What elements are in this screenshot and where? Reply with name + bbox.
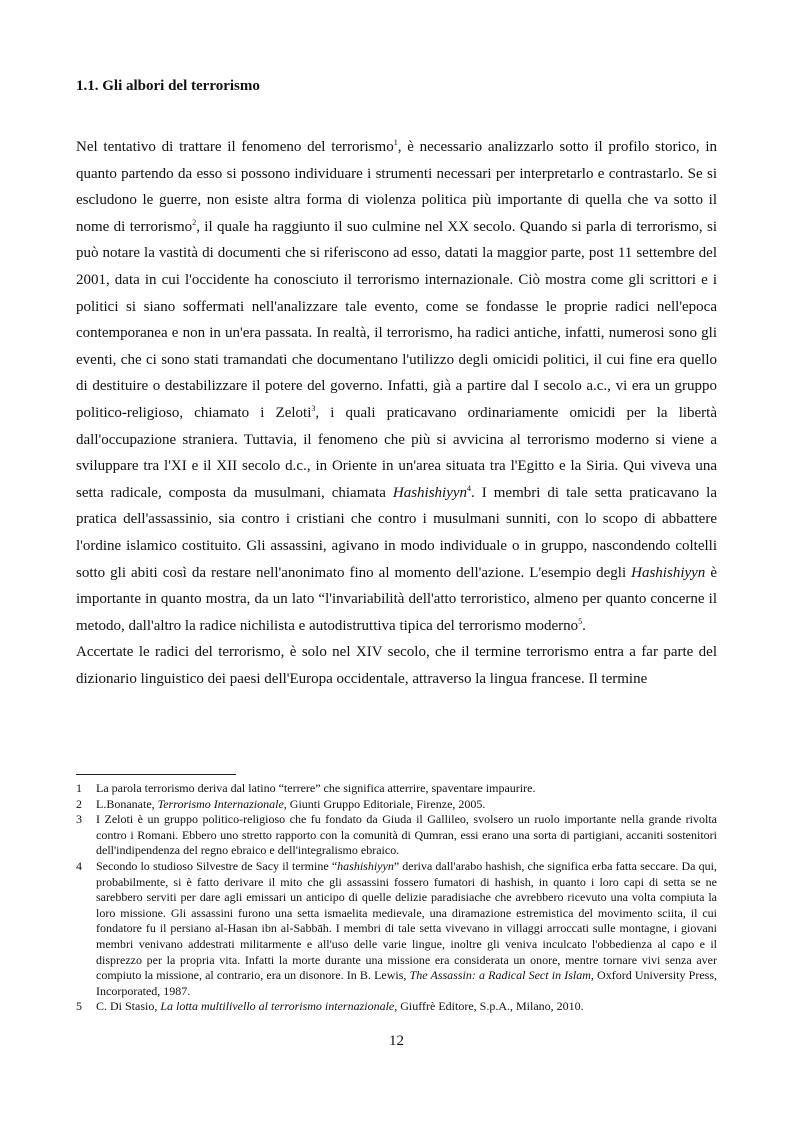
paragraph-1-text: , è necessario analizzarlo sotto il profilo storico, in quanto partendo da esso si possono individuare i strumenti necessari per interpretarlo e contrastarlo. Se si escludono le guerre, non esiste altra forma di violenza politica più importante di quella che va sotto il nome di terrorismo [76,139,717,235]
paragraph-1-text: . I membri di tale setta praticavano la pratica dell'assassinio, sia contro i cristiani che contro i musulmani sunniti, con lo scopo di abbattere l'ordine islamico costituito. Gli assassini, agivano in modo individuale o in gruppo, nascondendo coltelli sotto gli abiti così da restare nell'anonimato fino al momento dell'azione. L'esempio degli [76,484,717,581]
footnote-text-part: ” deriva dall'arabo hashish, che significa erba fatta seccare. Da qui, probabilmente, si è fatto derivare il mito che gli assassini fossero fumatori di hashish, in quanto i loro capi di setta se ne sarebbero serviti per dare agli emissari un anticipo di quelle delizie paradisiache che avrebbero ricevuto una volta compiuta la loro missione. Gli assassini furono una setta ismaelita medievale, una diramazione estremistica del movimento sciita, il cui fondatore fu il persiano al-Hasan ibn al-Sabbāh. I membri di tale setta vivevano in villaggi arroccati sulle montagne, i giovani membri venivano addestrati militarmente e all'uso delle varie lingue, inoltre gli veniva inculcato l'obbedienza al capo e il disprezzo per la propria vita. Infatti la morte durante una missione era considerata un onore, mentre tornare vivi senza aver compiuto la missione, al contrario, era un disonore. In B. Lewis, [96,858,717,983]
paragraph-2: Accertate le radici del terrorismo, è solo nel XIV secolo, che il termine terrorismo entra a far parte del dizionario linguistico dei paesi dell'Europa occidentale, attraverso la lingua francese. Il termine [76,644,717,687]
body-text [76,134,717,692]
footnote-separator [76,774,236,775]
footnote-5 [76,999,717,1015]
footnote-ref-1: 1 [393,138,398,147]
footnotes [76,781,717,1015]
document-page [76,0,717,1123]
footnote-text: I Zeloti è un gruppo politico-religioso che fu fondato da Giuda il Gallileo, svolsero un ruolo importante nella grande rivolta contro i Romani. Ebbero uno stretto rapporto con la comunità di Qumran, essi erano una sorta di partigiani, accaniti sostenitori dell'indipendenza del regno ebraico e dell'integralismo ebraico. [96,812,717,858]
paragraph-1-text: è importante in quanto mostra, da un lato “l'invariabilità dell'atto terroristico, almeno per quanto concerne il metodo, dall'altro la radice nichilista e autodistruttiva tipica del terrorismo moderno [76,564,717,634]
footnote-italic-term: hashishiyyn [337,858,394,873]
footnote-ref-5: 5 [578,616,583,626]
italic-term: Hashishiyyn [392,484,468,501]
footnote-1 [76,781,717,797]
footnote-4 [76,859,717,999]
footnote-ref-2: 2 [192,217,197,227]
footnote-ref-4: 4 [467,483,472,493]
page-number: 12 [389,1033,404,1049]
footnote-2 [76,797,717,813]
footnote-text-part: , Oxford University Press, Incorporated, 1987. [96,968,717,998]
footnote-text-part: L.Bonanate, [96,796,158,811]
footnote-text [96,797,717,813]
footnote-text-part: Secondo lo studioso Silvestre de Sacy il termine “ [96,858,338,873]
footnote-3 [76,812,717,859]
paragraph-1 [76,134,717,639]
paragraph-1-text: , il quale ha raggiunto il suo culmine nel XX secolo. Quando si parla di terrorismo, si può notare la vastità di documenti che si riferiscono ad esso, datati la maggior parte, post 11 settembre del 2001, data in cui l'occidente ha conosciuto il terrorismo internazionale. Ciò mostra come gli scrittori e i politici si siano soffermati nell'analizzare tale evento, come se fondasse le proprie radici nell'epoca contemporanea e non in un'era passata. In realtà, il terrorismo, ha radici antiche, infatti, numerosi sono gli eventi, che ci sono stati tramandati che documentano l'utilizzo degli omicidi politici, il cui fine era quello di destituire o destabilizzare il potere del governo. Infatti, già a partire dal I secolo a.c., vi era un gruppo politico-religioso, chiamato i Zeloti [76,218,717,421]
footnote-italic-title: Terrorismo Internazionale [157,796,284,811]
footnote-text [96,999,717,1015]
footnote-number: 4 [76,858,82,873]
footnote-ref-3: 3 [311,403,316,413]
footnote-italic-title: La lotta multilivello al terrorismo internazionale [160,999,395,1014]
paragraph-1-text: Nel tentativo di trattare il fenomeno del terrorismo [76,139,394,155]
footnote-text-part: , Giuffrè Editore, S.p.A., Milano, 2010. [394,999,584,1014]
footnote-number: 1 [76,781,82,795]
paragraph-1-text: . [582,617,586,634]
footnote-number: 3 [76,812,82,827]
footnote-italic-title: The Assassin: a Radical Sect in Islam [409,968,591,983]
italic-term: Hashishiyyn [631,564,706,581]
footnote-number: 5 [76,999,82,1014]
footnote-text: La parola terrorismo deriva dal latino “terrere” che significa atterrire, spaventare impaurire. [96,781,536,795]
footnote-text-part: , Giunti Gruppo Editoriale, Firenze, 2005. [283,796,486,811]
footnote-text-part: C. Di Stasio, [96,999,161,1014]
footnote-text [96,859,717,999]
section-heading: 1.1. Gli albori del terrorismo [76,78,260,94]
paragraph-1-text: , i quali praticavano ordinariamente omicidi per la libertà dall'occupazione straniera. Tuttavia, il fenomeno che più si avvicina al terrorismo moderno si viene a sviluppare tra l'XI e il XII secolo d.c., in Oriente in un'area situata tra l'Egitto e la Siria. Qui viveva una setta radicale, composta da musulmani, chiamata [76,404,718,501]
footnote-number: 2 [76,796,82,811]
